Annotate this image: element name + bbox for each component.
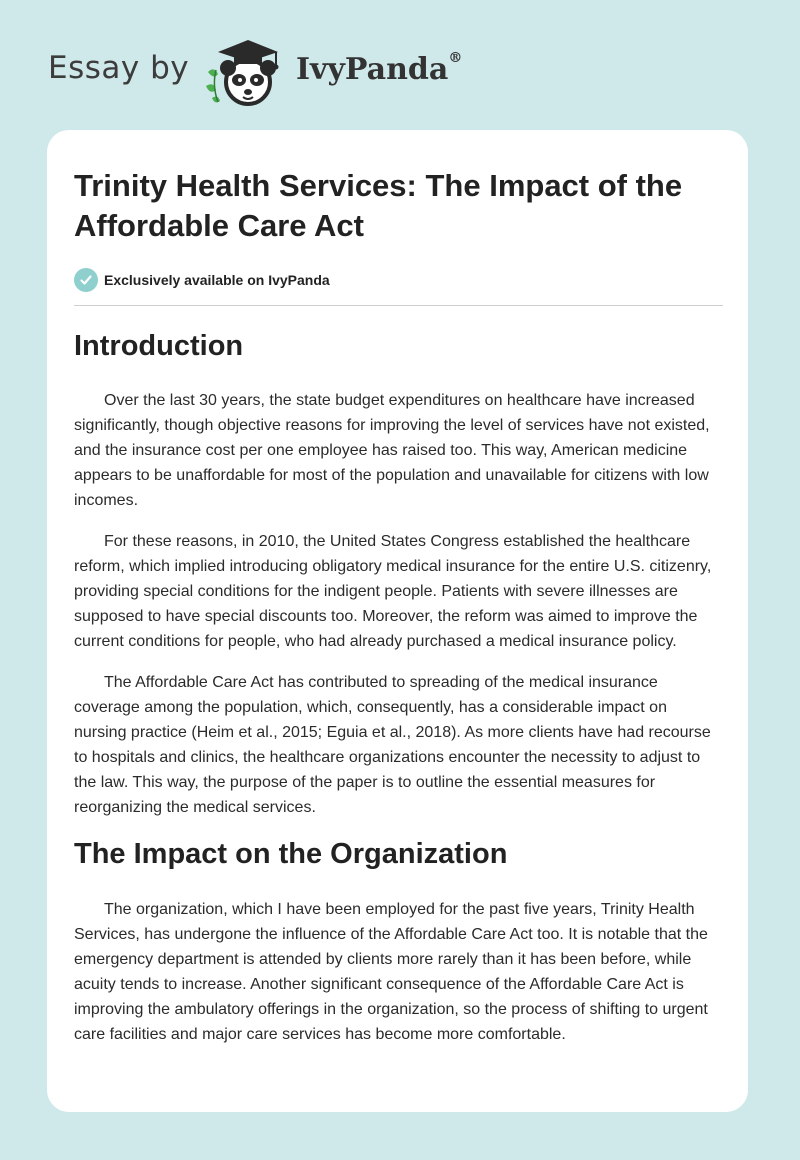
page-title: Trinity Health Services: The Impact of the Affordable Care Act (74, 168, 683, 243)
paragraph: The organization, which I have been employed for the past five years, Trinity Health Services, has undergone the influence of the Affordable Care Act too. It is notable that the emergency department is attended by clients more rarely than it has been before, while acuity tends to increase. Another significant consequence of the Affordable Care Act is improving the ambulatory offerings in the organization, so the process of shifting to urgent care facilities and major care services has become more comfortable. (74, 901, 708, 1043)
brand-name[interactable]: IvyPanda® (296, 50, 463, 87)
exclusive-badge (74, 266, 721, 294)
paragraph: Over the last 30 years, the state budget expenditures on healthcare have increased significantly, though objective reasons for improving the level of services have not existed, and the insurance cost per one employee has raised too. This way, American medicine appears to be unaffordable for most of the population and unavailable for citizens with low incomes. (74, 392, 710, 509)
paragraph: The Affordable Care Act has contributed to spreading of the medical insurance coverage among the population, which, consequently, has a considerable impact on nursing practice (Heim et al., 2015; Eguia et al., 2018). As more clients have had recourse to hospitals and clinics, the healthcare organizations encounter the necessity to adjust to the law. This way, the purpose of the paper is to outline the essential measures for reorganizing the medical services. (74, 674, 711, 816)
section-heading-introduction: Introduction (74, 330, 244, 362)
badge-label: Exclusively available on IvyPanda (104, 272, 330, 288)
divider (74, 305, 723, 306)
section-heading-impact: The Impact on the Organization (74, 838, 508, 870)
paragraph: For these reasons, in 2010, the United States Congress established the healthcare reform, which implied introducing obligatory medical insurance for the entire U.S. citizenry, providing special conditions for the indigent people. Patients with severe illnesses are supposed to have special discounts too. Moreover, the reform was aimed to improve the current conditions for people, who had already purchased a medical insurance policy. (74, 533, 712, 650)
check-icon (74, 268, 98, 292)
panda-graduate-icon[interactable] (196, 30, 296, 110)
brand-prefix: Essay by (48, 50, 190, 86)
essay-card (47, 130, 748, 1112)
site-header (0, 0, 800, 130)
